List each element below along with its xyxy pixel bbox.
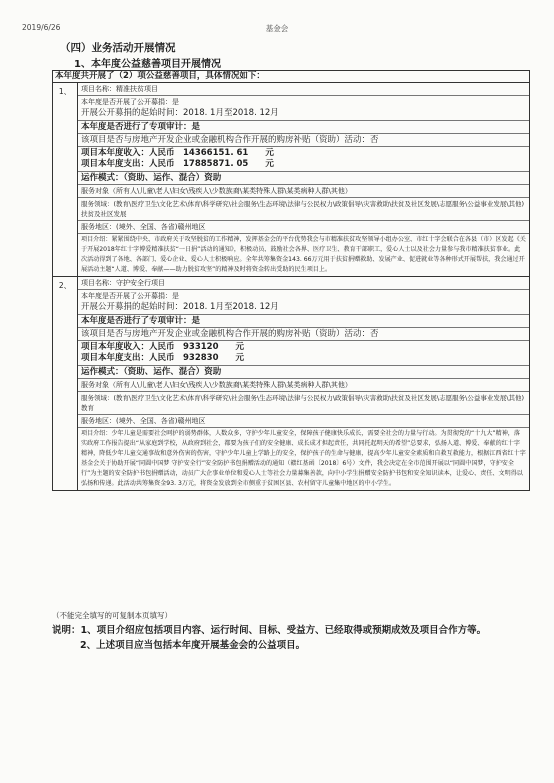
project-income: [78, 147, 529, 172]
explanation-note: 2、上述项目应当包括本年度开展基金会的公益项目。: [80, 640, 306, 651]
projects-table: [52, 70, 530, 491]
project-income: [78, 341, 529, 366]
project-number: 1、: [53, 83, 78, 276]
income-line: 项目本年度收入：人民币 14366151. 61 元: [81, 148, 274, 158]
project-name: 项目名称：守护安全行项目: [78, 277, 529, 290]
project-details: [78, 277, 529, 490]
project-intro: 项目介绍：少年儿童是需要社会呵护的弱势群体，人数众多，守护少年儿童安全，保障孩子健康快乐成长，需要全社会的力量与行动。为贯彻党的“十九大”精神，落实政府工作报告提出“从家庭到学校，从政府到社会，都要为孩子们的安全健康、成长成才担起责任，共同托起明天的希望”总要求，弘扬人道、博爱、奉献的红十字精神，降低少年儿童交通事故和意外伤害的伤害，守护少年儿童上学路上的安全，保护孩子的生命与健康，提高少年儿童安全素质和自救互救能力，根据江西省红十字基金会关于协助开展“同圆中国梦 守护安全行”安全防护书包捐赠活动的通知（赣红基函〔2018〕6号）文件，我会决定在全市范围开展以“同圆中国梦，守护安全行”为主题的安全防护书包捐赠活动，动员广大企事业单位和爱心人士等社会力量募集善款，向中小学生捐赠安全防护书包和安全知识读本，让爱心、责任、文明得以弘扬和传递。此活动共筹集资金93. 3万元，将资金发放到全市侧重于贫困区县、农村留守儿童集中地区的中小学生。: [81, 430, 526, 487]
service-target: 服务对象（所有人\儿童\老人\妇女\残疾人\少数族裔\某类特殊人群\某类病种人群\其他）: [78, 185, 529, 198]
service-area: 服务地区：(境外、全国、各省)赣州地区: [78, 415, 529, 428]
explanation-note: 说明：1、项目介绍应包括项目内容、运行时间、目标、受益方、已经取得或预期成效及项目合作方等。: [52, 625, 487, 636]
expense-line: 项目本年度支出：人民币 17885871. 05 元: [81, 159, 274, 169]
real-estate-cooperation: 该项目是否与房地产开发企业或金融机构合作开展的购房补贴（资助）活动：否: [78, 134, 529, 147]
fundraising-period: 开展公开募捐的起始时间：2018. 1月至2018. 12月: [81, 108, 279, 118]
fundraising-period: 开展公开募捐的起始时间：2018. 1月至2018. 12月: [81, 302, 279, 312]
special-audit: 本年度是否进行了专项审计：是: [78, 315, 529, 328]
service-field: 服务领域：(教育\医疗卫生\文化艺术\体育\科学研究\社会服务\生态环境\法律与公民权力\政策倡导\灾害救助\扶贫及社区发展\志愿服务\公益事业发展\其他)教育: [78, 392, 529, 415]
service-field: 服务领域：(教育\医疗卫生\文化艺术\体育\科学研究\社会服务\生态环境\法律与公民权力\政策倡导\灾害救助\扶贫及社区发展\志愿服务\公益事业发展\其他)扶贫及社区发展: [78, 198, 529, 221]
project-name: 项目名称：精准扶贫项目: [78, 83, 529, 96]
expense-line: 项目本年度支出：人民币 932830 元: [81, 353, 244, 363]
table-caption: 本年度共开展了（2）项公益慈善项目，具体情况如下：: [53, 71, 529, 83]
operation-mode: 运作模式：（资助、运作、混合）资助: [78, 172, 529, 185]
project-details: [78, 83, 529, 276]
project-public-fundraising: [78, 96, 529, 121]
subsection-title: 1、本年度公益慈善项目开展情况: [74, 59, 221, 70]
project-block: [53, 83, 529, 277]
page-header: [22, 23, 532, 35]
real-estate-cooperation: 该项目是否与房地产开发企业或金融机构合作开展的购房补贴（资助）活动：否: [78, 328, 529, 341]
incomplete-note: （不能完全填写的可复制本页填写）: [52, 611, 172, 620]
section-title: （四）业务活动开展情况: [60, 42, 176, 54]
operation-mode: 运作模式：（资助、运作、混合）资助: [78, 366, 529, 379]
service-area: 服务地区：(境外、全国、各省)赣州地区: [78, 221, 529, 234]
project-number: 2、: [53, 277, 78, 490]
project-public-fundraising: [78, 290, 529, 315]
print-date: 2019/6/26: [22, 23, 61, 32]
income-line: 项目本年度收入：人民币 933120 元: [81, 342, 244, 352]
public-fundraising-line: 本年度是否开展了公开募捐：是: [81, 292, 179, 300]
project-block: [53, 277, 529, 490]
project-intro: 项目介绍：紧紧围绕中央、市政府关于攻坚脱贫的工作精神，发挥基金会的平台优势我会与市精准扶贫攻坚领导小组办公室、市红十字会联合在各县（市）区发起《关于开展2018年红十字博爱精准扶贫“一日捐”活动的通知》，积极动员、鼓励社会各界、医疗卫生、教育干部职工，爱心人士以及社会力量参与我市精准扶贫事业。此次活动得到了各地、各部门、爱心企业、爱心人士积极响应。全年共筹集资金143. 66万元用于扶贫捐赠救助、发展产业、促进就业等各种形式开展帮扶，我会通过开展活动主题“人道、博爱、奉献——助力脱贫攻坚”的精神及时将资金转出受助的民生项目上。: [81, 236, 526, 273]
service-target: 服务对象（所有人\儿童\老人\妇女\残疾人\少数族裔\某类特殊人群\某类病种人群\其他）: [78, 379, 529, 392]
special-audit: 本年度是否进行了专项审计：是: [78, 121, 529, 134]
page-header-title: 基金会: [265, 24, 289, 33]
public-fundraising-line: 本年度是否开展了公开募捐：是: [81, 98, 179, 106]
